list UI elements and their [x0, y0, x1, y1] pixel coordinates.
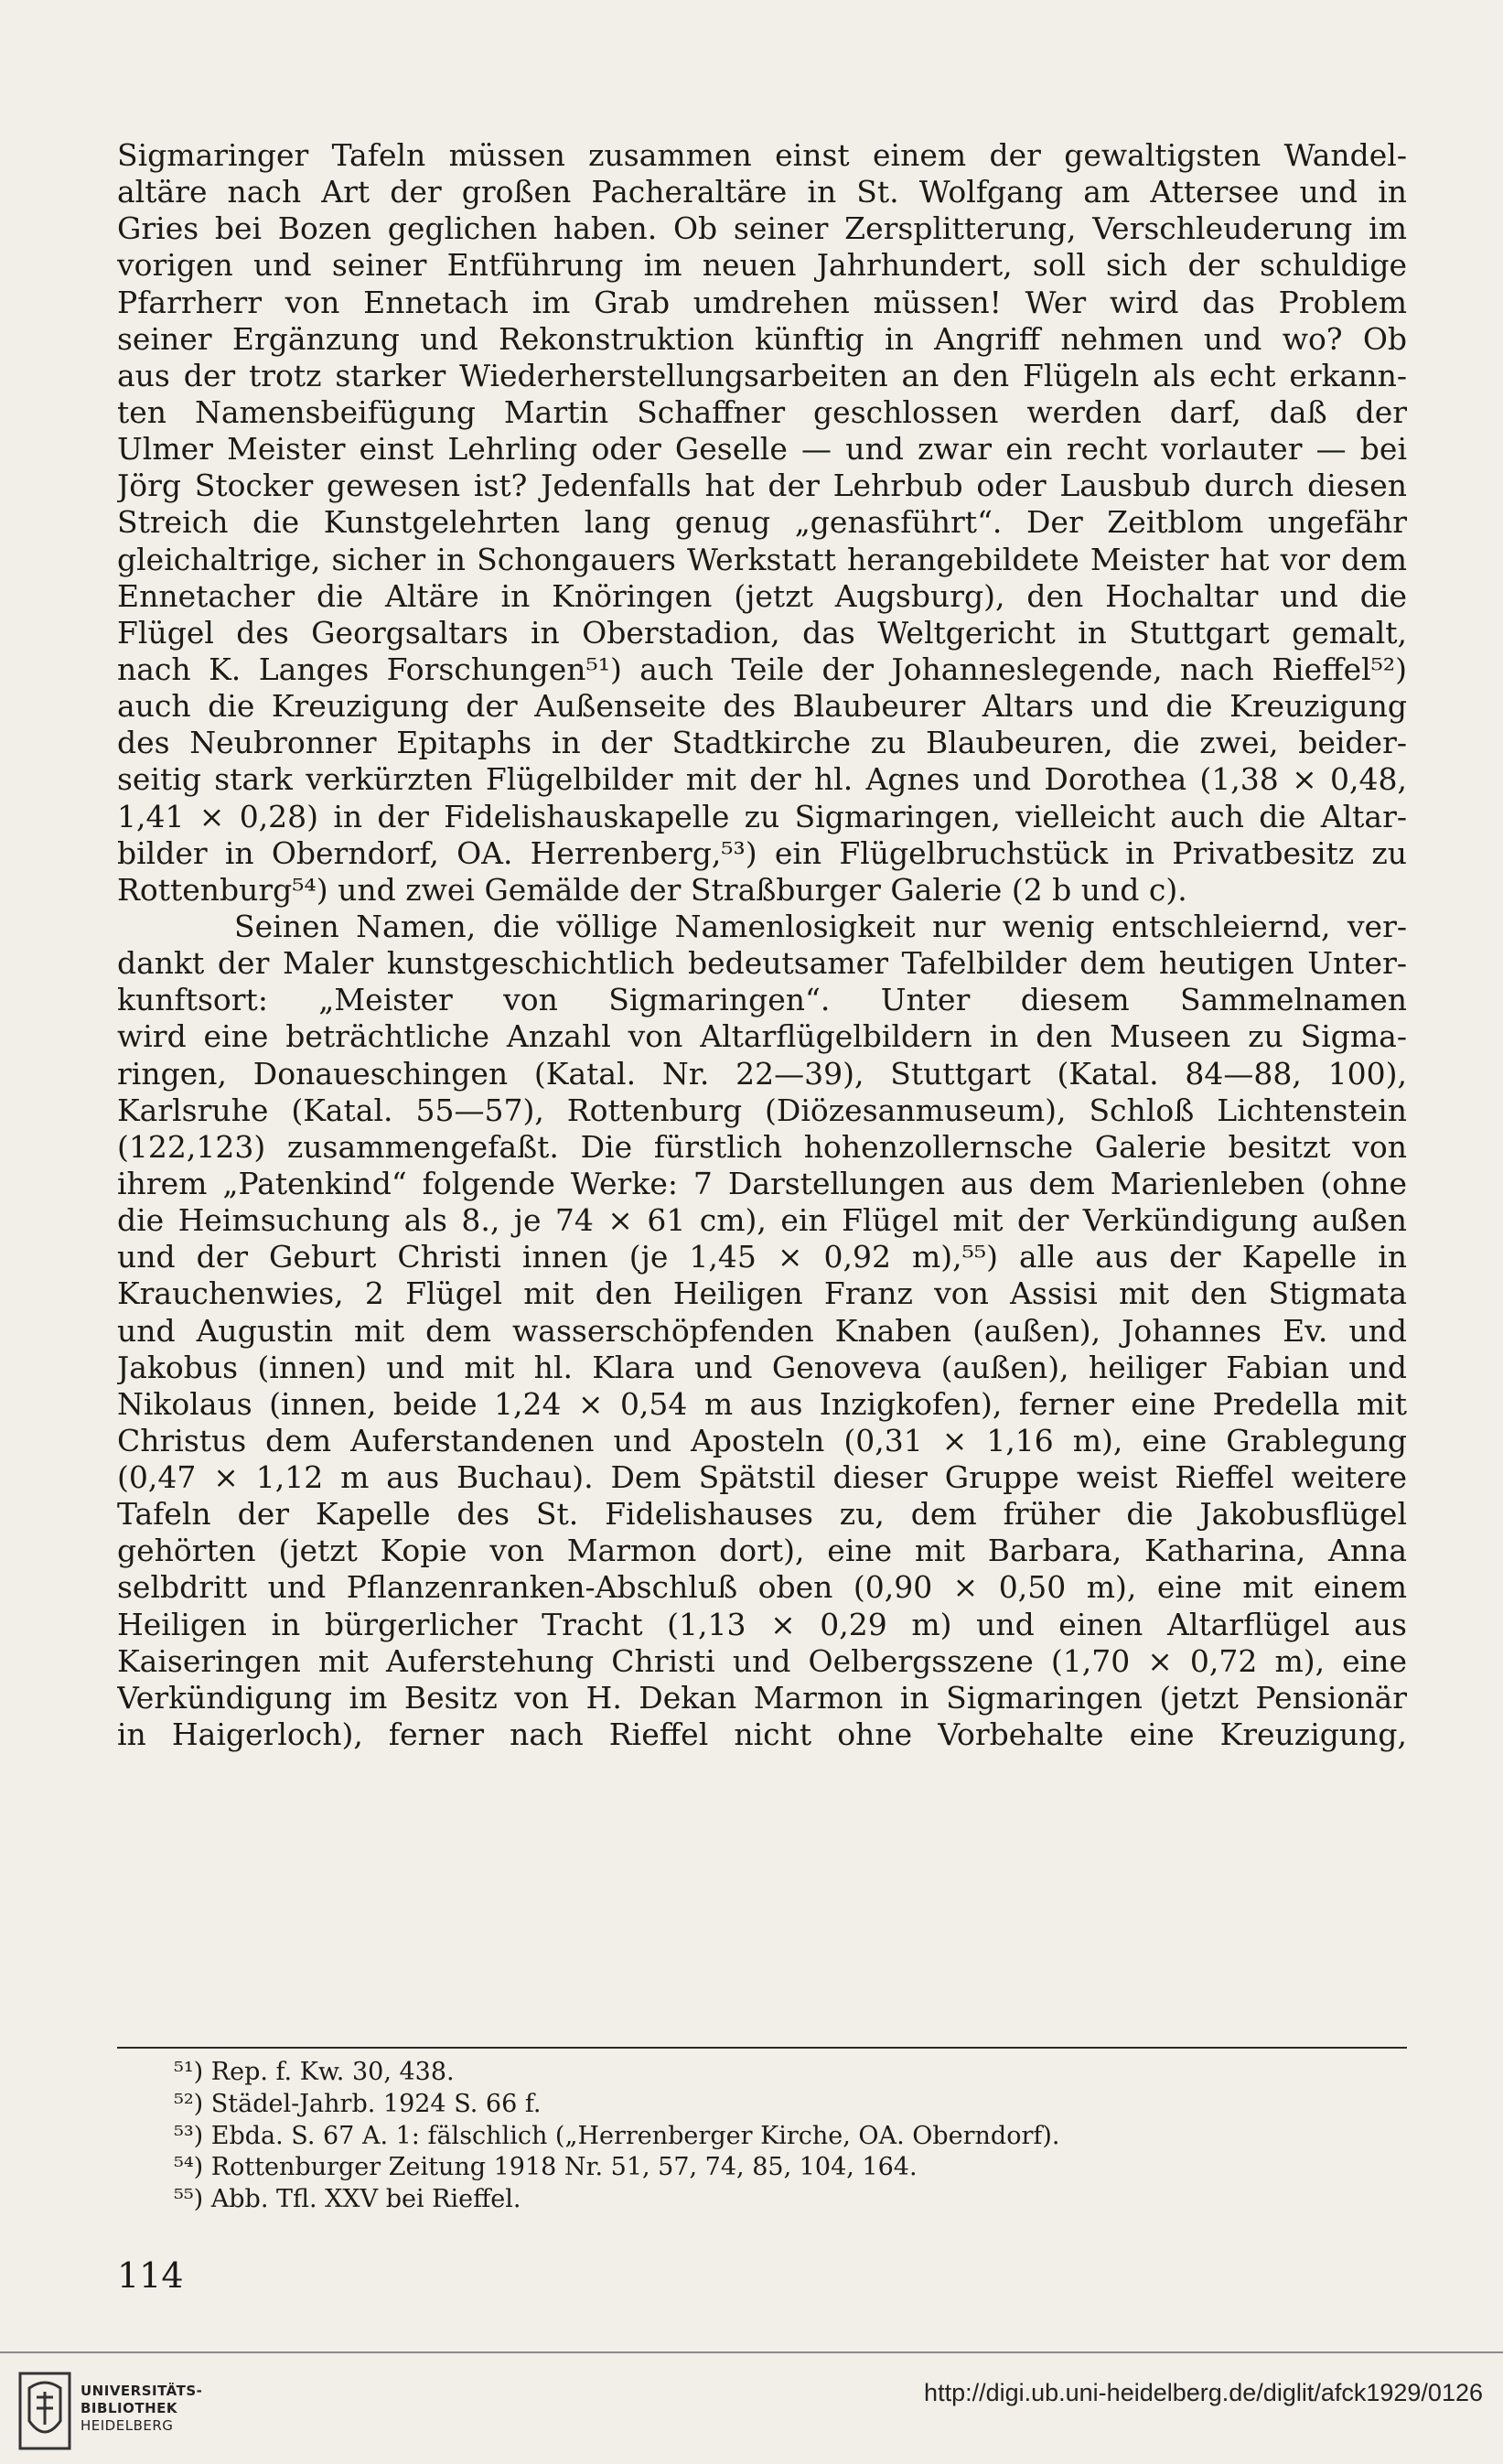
text-line: Ulmer Meister einst Lehrling oder Geselle — und zwar ein recht vorlauter — bei	[117, 431, 1407, 468]
text-line: vorigen und seiner Entführung im neuen Jahrhundert, soll sich der schuldige	[117, 247, 1407, 284]
source-url[interactable]: http://digi.ub.uni-heidelberg.de/diglit/afck1929/0126	[924, 2379, 1483, 2406]
text-line: Sigmaringer Tafeln müssen zusammen einst einem der gewaltigsten Wandel-	[117, 137, 1407, 173]
text-line: Flügel des Georgsaltars in Oberstadion, das Weltgericht in Stuttgart gemalt,	[117, 614, 1407, 651]
page-number: 114	[117, 2255, 184, 2296]
logo-line: BIBLIOTHEK	[81, 2400, 177, 2416]
text-line: Heiligen in bürgerlicher Tracht (1,13 × 0,29 m) und einen Altarflügel aus	[117, 1606, 1407, 1642]
text-line: nach K. Langes Forschungen⁵¹) auch Teile der Johanneslegende, nach Rieffel⁵²)	[117, 651, 1407, 687]
text-line: Seinen Namen, die völlige Namenlosigkeit nur wenig entschleiernd, ver-	[234, 908, 1407, 944]
university-seal-icon	[16, 2370, 73, 2452]
text-line: Jörg Stocker gewesen ist? Jedenfalls hat der Lehrbub oder Lausbub durch diesen	[117, 468, 1407, 504]
text-line: Streich die Kunstgelehrten lang genug „genasführt“. Der Zeitblom ungefähr	[117, 504, 1407, 541]
footer-divider	[0, 2351, 1503, 2353]
text-line: Verkündigung im Besitz von H. Dekan Marmon in Sigmaringen (jetzt Pensionär	[117, 1679, 1407, 1716]
text-line: Krauchenwies, 2 Flügel mit den Heiligen Franz von Assisi mit den Stigmata	[117, 1275, 1407, 1312]
text-line: Nikolaus (innen, beide 1,24 × 0,54 m aus Inzigkofen), ferner eine Predella mit	[117, 1385, 1407, 1422]
text-line: wird eine beträchtliche Anzahl von Altarflügelbildern in den Museen zu Sigma-	[117, 1018, 1407, 1055]
text-line: (0,47 × 1,12 m aus Buchau). Dem Spätstil dieser Gruppe weist Rieffel weitere	[117, 1459, 1407, 1496]
text-line: und Augustin mit dem wasserschöpfenden Knaben (außen), Johannes Ev. und	[117, 1312, 1407, 1349]
footnote: ⁵⁵) Abb. Tfl. XXV bei Rieffel.	[174, 2185, 521, 2214]
text-line: selbdritt und Pflanzenranken-Abschluß oben (0,90 × 0,50 m), eine mit einem	[117, 1569, 1407, 1606]
text-line: seiner Ergänzung und Rekonstruktion künftig in Angriff nehmen und wo? Ob	[117, 320, 1407, 357]
footnote: ⁵⁴) Rottenburger Zeitung 1918 Nr. 51, 57, 74, 85, 104, 164.	[174, 2153, 918, 2182]
logo-line: HEIDELBERG	[81, 2417, 174, 2434]
footnote: ⁵³) Ebda. S. 67 A. 1: fälschlich („Herrenberger Kirche, OA. Oberndorf).	[174, 2121, 1060, 2150]
text-line: in Haigerloch), ferner nach Rieffel nicht ohne Vorbehalte eine Kreuzigung,	[117, 1716, 1407, 1753]
text-line: ihrem „Patenkind“ folgende Werke: 7 Darstellungen aus dem Marienleben (ohne	[117, 1165, 1407, 1201]
text-line: bilder in Oberndorf, OA. Herrenberg,⁵³) ein Flügelbruchstück in Privatbesitz zu	[117, 834, 1407, 871]
library-logo	[16, 2370, 209, 2452]
text-line: ten Namensbeifügung Martin Schaffner geschlossen werden darf, daß der	[117, 393, 1407, 430]
text-line: Karlsruhe (Katal. 55—57), Rottenburg (Diözesanmuseum), Schloß Lichtenstein	[117, 1092, 1407, 1128]
text-line: Pfarrherr von Ennetach im Grab umdrehen müssen! Wer wird das Problem	[117, 284, 1407, 320]
library-name	[81, 2383, 202, 2435]
text-line: Jakobus (innen) und mit hl. Klara und Genoveva (außen), heiliger Fabian und	[117, 1349, 1407, 1385]
text-line: Tafeln der Kapelle des St. Fidelishauses zu, dem früher die Jakobusflügel	[117, 1496, 1407, 1533]
text-line: dankt der Maler kunstgeschichtlich bedeutsamer Tafelbilder dem heutigen Unter-	[117, 945, 1407, 982]
text-line: gleichaltrige, sicher in Schongauers Werkstatt herangebildete Meister hat vor dem	[117, 541, 1407, 577]
text-line: (122,123) zusammengefaßt. Die fürstlich hohenzollernsche Galerie besitzt von	[117, 1128, 1407, 1165]
text-line: Kaiseringen mit Auferstehung Christi und Oelbergsszene (1,70 × 0,72 m), eine	[117, 1642, 1407, 1679]
text-line: gehörten (jetzt Kopie von Marmon dort), eine mit Barbara, Katharina, Anna	[117, 1533, 1407, 1569]
body-text	[117, 137, 1407, 1753]
text-line: Ennetacher die Altäre in Knöringen (jetzt Augsburg), den Hochaltar und die	[117, 577, 1407, 614]
text-line: 1,41 × 0,28) in der Fidelishauskapelle zu Sigmaringen, vielleicht auch die Altar-	[117, 798, 1407, 834]
text-line: seitig stark verkürzten Flügelbilder mit der hl. Agnes und Dorothea (1,38 × 0,48,	[117, 761, 1407, 798]
text-line: Gries bei Bozen geglichen haben. Ob seiner Zersplitterung, Verschleuderung im	[117, 210, 1407, 247]
text-line: auch die Kreuzigung der Außenseite des Blaubeurer Altars und die Kreuzigung	[117, 688, 1407, 725]
footnotes	[174, 2057, 1407, 2216]
text-line: ringen, Donaueschingen (Katal. Nr. 22—39), Stuttgart (Katal. 84—88, 100),	[117, 1055, 1407, 1092]
text-line: und der Geburt Christi innen (je 1,45 × 0,92 m),⁵⁵) alle aus der Kapelle in	[117, 1239, 1407, 1275]
text-line: altäre nach Art der großen Pacheraltäre in St. Wolfgang am Attersee und in	[117, 174, 1407, 210]
footnote: ⁵²) Städel-Jahrb. 1924 S. 66 f.	[174, 2089, 542, 2118]
text-line: die Heimsuchung als 8., je 74 × 61 cm), ein Flügel mit der Verkündigung außen	[117, 1202, 1407, 1239]
logo-line: UNIVERSITÄTS-	[81, 2383, 203, 2399]
text-line: Christus dem Auferstandenen und Aposteln (0,31 × 1,16 m), eine Grablegung	[117, 1422, 1407, 1458]
footnote: ⁵¹) Rep. f. Kw. 30, 438.	[174, 2058, 455, 2086]
footnote-divider	[117, 2047, 1407, 2049]
text-line: Rottenburg⁵⁴) und zwei Gemälde der Straßburger Galerie (2 b und c).	[117, 871, 1187, 908]
text-line: des Neubronner Epitaphs in der Stadtkirche zu Blaubeuren, die zwei, beider-	[117, 725, 1407, 761]
text-line: kunftsort: „Meister von Sigmaringen“. Unter diesem Sammelnamen	[117, 982, 1407, 1018]
text-line: aus der trotz starker Wiederherstellungsarbeiten an den Flügeln als echt erkann-	[117, 357, 1407, 393]
